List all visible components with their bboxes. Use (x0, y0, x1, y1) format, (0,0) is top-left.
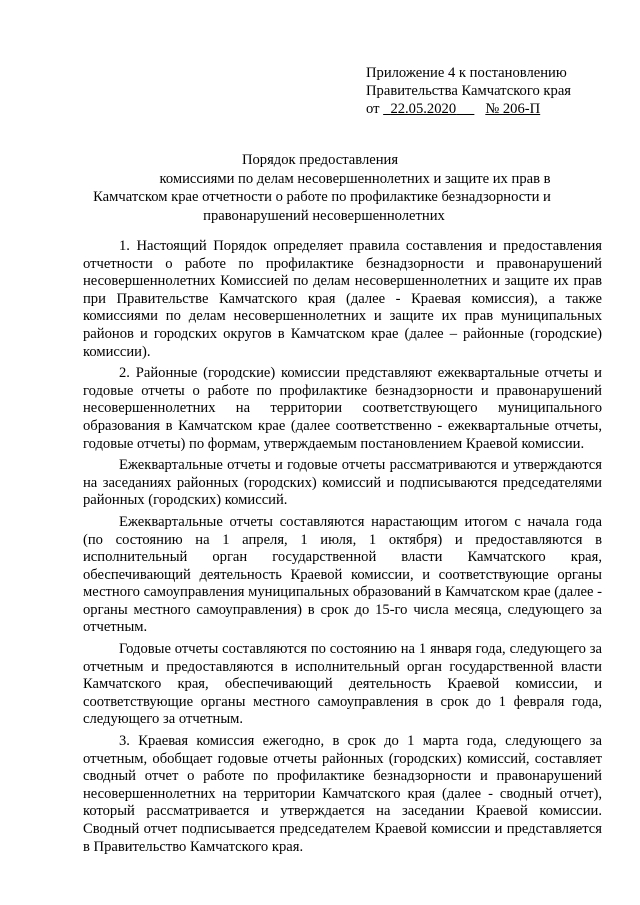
appendix-line-1: Приложение 4 к постановлению (366, 65, 567, 81)
title-line-4: правонарушений несовершеннолетних (203, 207, 445, 224)
appendix-header (366, 64, 571, 118)
title-line-3: Камчатском крае отчетности о работе по профилактике безнадзорности и (93, 189, 551, 205)
resolution-number: № 206-П (485, 101, 541, 117)
appendix-line-2: Правительства Камчатского края (366, 83, 572, 99)
document-title (0, 151, 640, 225)
paragraph-5: Годовые отчеты составляются по состоянию на 1 января года, следующего за отчетным и предоставляются в исполнительный орган государственной власти Камчатского края, обеспечивающий деятельность Краевой комиссии, и соответствующие органы местного самоуправления в срок до 1 февраля года, следующего за отчетным. (83, 641, 602, 728)
title-line-1: Порядок предоставления (241, 152, 399, 168)
paragraph-1: 1. Настоящий Порядок определяет правила составления и предоставления отчетности о работе по профилактике безнадзорности и правонарушений несовершеннолетних Комиссией по делам несовершеннолетних и защите их прав при Правительстве Камчатского края (далее - Краевая комиссия), а также комиссиями по делам несовершеннолетних и защите их прав муниципальных районов и городских округов в Камчатском крае (далее – районные (городские) комиссии). (83, 238, 602, 360)
appendix-date-line (366, 100, 571, 118)
paragraph-3: Ежеквартальные отчеты и годовые отчеты рассматриваются и утверждаются на заседаниях районных (городских) комиссий и подписываются председателями районных (городских) комиссий. (83, 457, 602, 509)
resolution-date: 22.05.2020 (390, 101, 457, 117)
document-body (83, 238, 602, 856)
title-line-2: комиссиями по делам несовершеннолетних и защите их прав в (159, 170, 551, 187)
paragraph-4: Ежеквартальные отчеты составляются нарастающим итогом с начала года (по состоянию на 1 апреля, 1 июля, 1 октября) и предоставляются в исполнительный орган государственной власти Камчатского края, обеспечивающий деятельность Краевой комиссии, и соответствующие органы местного самоуправления муниципальных образований в Камчатском крае (далее - органы местного самоуправления) в срок до 15-го числа месяца, следующего за отчетным. (83, 513, 602, 636)
paragraph-2: 2. Районные (городские) комиссии представляют ежеквартальные отчеты и годовые отчеты о работе по профилактике безнадзорности и правонарушений несовершеннолетних на территории соответствующего муниципального образования в Камчатском крае (далее соответственно - ежеквартальные отчеты, годовые отчеты) по формам, утверждаемым постановлением Краевой комиссии. (83, 365, 602, 452)
paragraph-6: 3. Краевая комиссия ежегодно, в срок до 1 марта года, следующего за отчетным, обобщает годовые отчеты районных (городских) комиссий, составляет сводный отчет о работе по профилактике безнадзорности и правонарушений несовершеннолетних на территории Камчатского края (далее - сводный отчет), который рассматривается и утверждается на заседании Краевой комиссии. Сводный отчет подписывается председателем Краевой комиссии и представляется в Правительство Камчатского края. (83, 733, 602, 855)
date-prefix: от (366, 101, 380, 117)
